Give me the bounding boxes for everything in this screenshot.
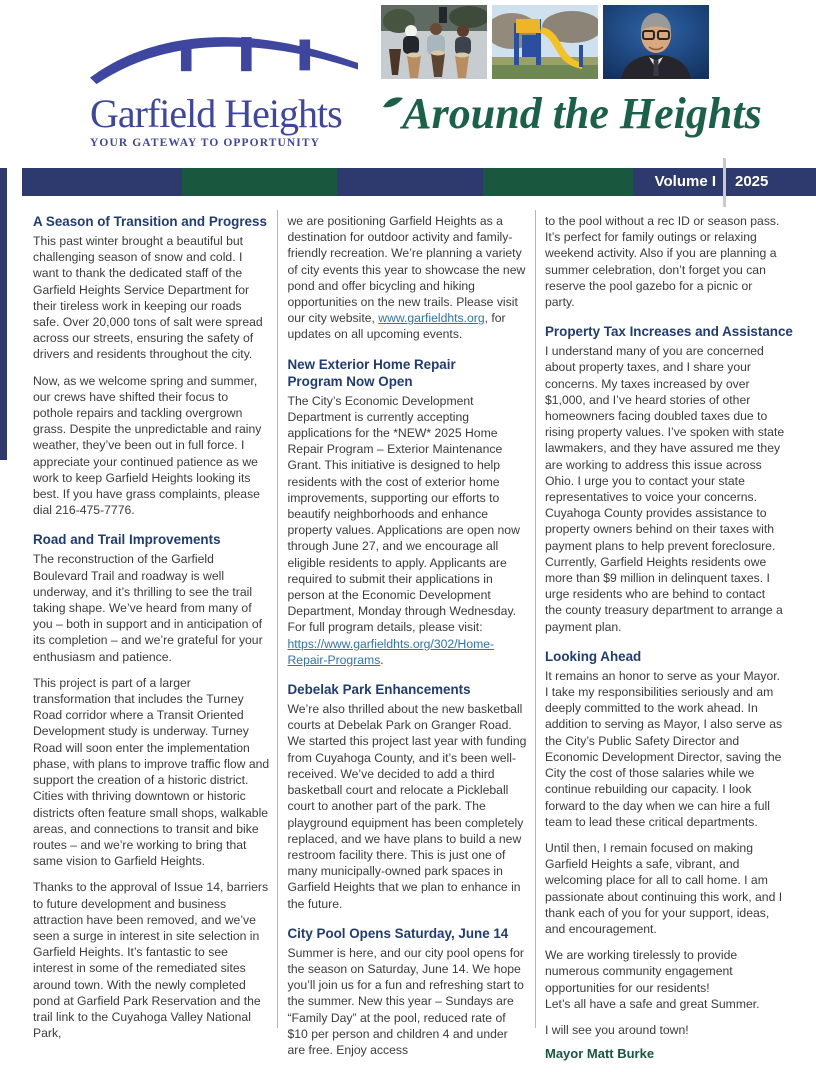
column-3	[545, 213, 793, 1072]
left-edge-stripe	[0, 168, 7, 460]
body-paragraph: Summer is here, and our city pool opens for the season on Saturday, June 14. We hope you’ll join us for a fun and refreshing start to the summer. New this year – Sundays are “Family Day” at the pool, reduced rate of $10 per person and children 4 and under are free. Enjoy access	[287, 945, 524, 1057]
body-paragraph: This project is part of a larger transformation that includes the Turney Road corridor where a Transit Oriented Development study is underway. Turney Road will soon enter the implementation phase, with plans to improve traffic flow and support the creation of a historic district. Cities with thriving downtown or historic districts often feature small shops, walkable areas, and connections to transit and bike routes – and we’re working to bring that same vision to Garfield Heights.	[33, 675, 270, 869]
section-heading: City Pool Opens Saturday, June 14	[287, 925, 509, 941]
section-heading: Road and Trail Improvements	[33, 532, 221, 548]
body-paragraph: We’re also thrilled about the new basketball courts at Debelak Park on Granger Road. We started this project last year with funding from Cuyahoga County, and it’s been well-received. We’ve decided to add a third basketball court and relocate a Pickleball court to another part of the park. The playground equipment has been completely replaced, and we have plans to build a new restroom facility there. This is just one of many municipally-owned park spaces in Garfield Heights that we plan to enhance in the future.	[287, 702, 527, 911]
body-paragraph: The City’s Economic Development Department is currently accepting applications for the *NEW* 2025 Home Repair Program – Exterior Maintenance Grant. This initiative is designed to help residents with the cost of exterior home improvements, supporting our efforts to beautify neighborhoods and enhance property values. Applications are open now through June 27, and we encourage all eligible residents to apply. Applicants are required to submit their applications in person at the Economic Development Department, Monday through Wednesday. For full program details, please visit: https://www.garfieldhts.org/302/Home-Repair-Programs.	[287, 393, 520, 667]
body-paragraph: to the pool without a rec ID or season pass. It’s perfect for family outings or relaxing weekend activity. Also if you are planning a summer celebration, don’t forget you can reserve the pool gazebo for a picnic or party.	[545, 214, 780, 310]
city-logo	[90, 26, 370, 149]
volume-label: Volume I	[654, 173, 716, 190]
body-paragraph: Thanks to the approval of Issue 14, barriers to future development and business attraction have been removed, and we’ve seen a surge in interest in site selection in Garfield Heights. It’s fantastic to see interest in some of the remediated sites around town. With the newly completed pond at Garfield Park Reservation and the trail link to the Cuyahoga Valley National Park,	[33, 880, 269, 1041]
newsletter-title	[366, 88, 778, 141]
body-paragraph: Until then, I remain focused on making Garfield Heights a safe, vibrant, and welcoming place for all to call home. I am passionate about continuing this work, and I thank each of you for your support, ideas, and encouragement.	[545, 840, 783, 936]
body-paragraph: Now, as we welcome spring and summer, our crews have shifted their focus to pothole repairs and tackling overgrown grass. Despite the unpredictable and rainy weather, they’ve been out in full force. I appreciate your continued patience as we work to keep Garfield Heights looking its best. If you have grass complaints, please dial 216-475-7776.	[33, 373, 262, 518]
leaf-flourish-icon	[382, 94, 404, 110]
column-2	[288, 213, 528, 1072]
mayor-signature: Mayor Matt Burke	[545, 1046, 655, 1062]
section-heading: Property Tax Increases and Assistance	[545, 324, 793, 340]
body-paragraph: I will see you around town!	[545, 1022, 689, 1037]
body-paragraph: The reconstruction of the Garfield Boulevard Trail and roadway is well underway, and it’s thrilling to see the trail taking shape. We’ve heard from many of you – both in support and in anticipation of its completion – and we’re grateful for your enthusiasm and patience.	[33, 552, 263, 664]
masthead-photos	[381, 5, 709, 79]
body-paragraph: It remains an honor to serve as your Mayor. I take my responsibilities seriously and am deeply committed to the work ahead. In addition to serving as Mayor, I also serve as the City’s Public Safety Director and Economic Development Director, saving the City the cost of those salaries while we continue rebuilding our capacity. I look forward to the day when we can hire a full team to lead these critical departments.	[545, 668, 783, 829]
body-paragraph: We are working tirelessly to provide numerous community engagement opportunities for our residents! Let’s all have a safe and great Summer.	[545, 948, 760, 1011]
body-paragraph: This past winter brought a beautiful but challenging season of snow and cold. I want to thank the dedicated staff of the Garfield Heights Service Department for their tireless work in keeping our roads safe. Over 20,000 tons of salt were spread across our streets, ensuring the safety of drivers and residents throughout the city.	[33, 234, 263, 362]
section-heading: Looking Ahead	[545, 648, 642, 664]
section-heading: A Season of Transition and Progress	[33, 214, 267, 229]
photo-drum-circle	[381, 5, 487, 79]
logo-tagline: YOUR GATEWAY TO OPPORTUNITY	[90, 137, 321, 149]
column-1	[33, 213, 270, 1072]
volume-year-divider	[723, 158, 726, 207]
newsletter-title-text: Around the Heights	[402, 89, 762, 138]
section-heading: New Exterior Home Repair Program Now Open	[287, 356, 456, 389]
year-label: 2025	[735, 173, 769, 190]
photo-playground	[492, 5, 598, 79]
body-paragraph: I understand many of you are concerned about property taxes, and I share your concerns. My taxes increased by over $1,000, and I’ve heard stories of other homeowners facing doubled taxes due to rising property values. I’ve spoken with state lawmakers, and they have assured me they are working to address this issue across Ohio. I urge you to contact your state representatives to voice your concerns. Cuyahoga County provides assistance to property owners behind on their taxes with payment plans to help prevent foreclosure. Currently, Garfield Heights residents owe more than $9 million in delinquent taxes. I urge residents who are behind to contact the county treasury department to arrange a payment plan.	[545, 344, 785, 634]
article-columns	[33, 213, 793, 1072]
logo-name: Garfield Heights	[90, 91, 342, 136]
inline-link[interactable]: https://www.garfieldhts.org/302/Home-Repair-Programs	[287, 636, 495, 667]
body-paragraph: we are positioning Garfield Heights as a destination for outdoor activity and family-friendly recreation. We’re planning a variety of city events this year to showcase the new pond and offer bicycling and hiking opportunities on the new trails. Please visit our city website, www.garfieldhts.org, for updates on all upcoming events.	[287, 214, 526, 342]
inline-link[interactable]: www.garfieldhts.org	[378, 311, 485, 326]
bridge-logo-icon	[90, 26, 358, 92]
photo-mayor-portrait	[603, 5, 709, 79]
section-heading: Debelak Park Enhancements	[287, 682, 471, 698]
